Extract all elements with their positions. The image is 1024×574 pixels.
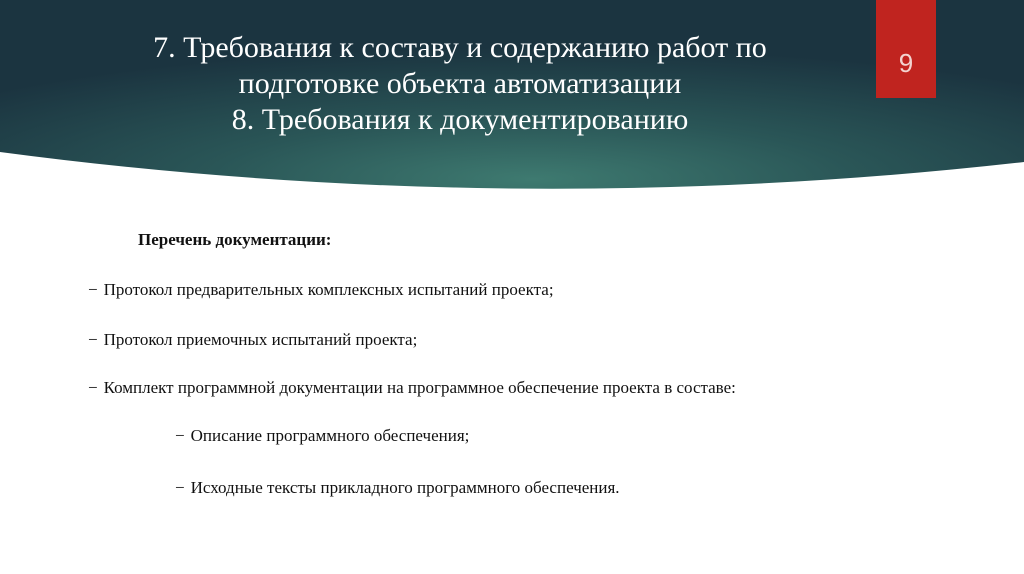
list-subitem-text: Описание программного обеспечения; (190, 426, 470, 445)
list-item-text: Комплект программной документации на программное обеспечение проекта в составе: (103, 378, 736, 397)
list-item (88, 330, 417, 350)
dash-marker: − (88, 330, 98, 349)
list-heading: Перечень документации: (138, 230, 332, 249)
list-item-text: Протокол приемочных испытаний проекта; (103, 330, 418, 349)
list-subitem-text: Исходные тексты прикладного программного обеспечения. (190, 478, 620, 497)
list-subitem (175, 426, 469, 446)
title-line-3: 8. Требования к документированию (231, 103, 689, 136)
dash-marker: − (88, 280, 98, 299)
dash-marker: − (175, 426, 185, 445)
list-item-text: Протокол предварительных комплексных испытаний проекта; (103, 280, 554, 299)
page-number: 9 (898, 48, 914, 78)
title-line-2: подготовке объекта автоматизации (238, 67, 682, 100)
list-item (88, 378, 736, 398)
list-subitem (175, 478, 620, 498)
dash-marker: − (88, 378, 98, 397)
title-line-1: 7. Требования к составу и содержанию работ по (153, 31, 767, 64)
list-item (88, 280, 554, 300)
dash-marker: − (175, 478, 185, 497)
